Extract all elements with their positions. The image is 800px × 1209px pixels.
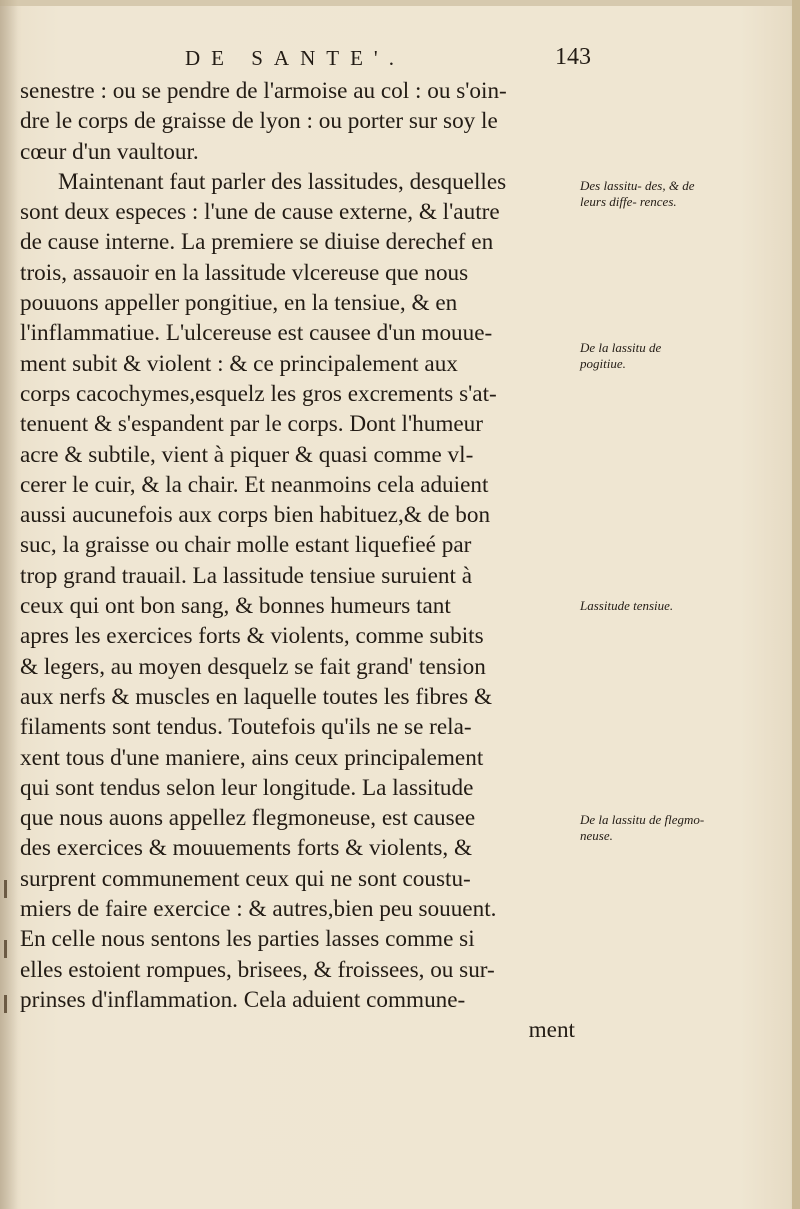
page-number: 143: [555, 44, 591, 70]
text-line: trois, assauoir en la lassitude vlcereuse que nous: [20, 259, 469, 286]
text-line: ment: [528, 1017, 575, 1044]
text-line: cerer le cuir, & la chair. Et neanmoins cela aduient: [20, 471, 489, 498]
text-line: senestre : ou se pendre de l'armoise au col : ou s'oin-: [20, 78, 507, 104]
text-line: aux nerfs & muscles en laquelle toutes les fibres &: [20, 683, 492, 710]
page-right-edge: [792, 0, 800, 1209]
text-line: trop grand trauail. La lassitude tensiue suruient à: [20, 562, 473, 589]
body-text: [20, 76, 575, 1046]
text-line: dre le corps de graisse de lyon : ou porter sur soy le: [20, 108, 498, 135]
text-line: acre & subtile, vient à piquer & quasi comme vl-: [20, 441, 474, 468]
text-line: de cause interne. La premiere se diuise derechef en: [20, 229, 494, 256]
text-line: ment subit & violent : & ce principalement aux: [20, 350, 458, 377]
text-line: prinses d'inflammation. Cela aduient commune-: [20, 986, 466, 1013]
text-line: Maintenant faut parler des lassitudes, desquelles: [58, 168, 507, 195]
text-line: suc, la graisse ou chair molle estant liquefieé par: [20, 532, 472, 559]
text-line: qui sont tendus selon leur longitude. La lassitude: [20, 774, 474, 801]
margin-note-tensiue: Lassitude tensiue.: [580, 598, 674, 613]
text-line: que nous auons appellez flegmoneuse, est causee: [20, 805, 476, 832]
text-line: corps cacochymes,esquelz les gros excrements s'at-: [20, 380, 497, 407]
text-line: cœur d'un vaultour.: [20, 138, 199, 165]
text-line: pouuons appeller pongitiue, en la tensiue, & en: [20, 290, 458, 317]
text-line: apres les exercices forts & violents, comme subits: [20, 623, 484, 650]
text-line: elles estoient rompues, brisees, & froissees, ou sur-: [20, 956, 495, 983]
text-line: miers de faire exercice : & autres,bien peu souuent.: [20, 896, 497, 923]
text-line: sont deux especes : l'une de cause externe, & l'autre: [20, 199, 500, 226]
binding-marks: [0, 880, 18, 1040]
text-line: En celle nous sentons les parties lasses comme si: [20, 926, 475, 953]
text-line: l'inflammatiue. L'ulcereuse est causee d'un mouue-: [20, 320, 493, 347]
margin-note-lassitudes: Des lassitu- des, & de leurs diffe- rences.: [580, 178, 695, 209]
text-line: surprent communement ceux qui ne sont coustu-: [20, 865, 471, 892]
text-line: & legers, au moyen desquelz se fait grand' tension: [20, 653, 486, 680]
margin-note-flegmoneuse: De la lassitu de flegmo- neuse.: [580, 812, 705, 843]
page-top-edge: [0, 0, 800, 6]
text-line: ceux qui ont bon sang, & bonnes humeurs tant: [20, 593, 451, 620]
text-line: aussi aucunefois aux corps bien habituez,& de bon: [20, 502, 491, 529]
text-line: xent tous d'une maniere, ains ceux principalement: [20, 744, 484, 771]
running-head: DE SANTE'.: [185, 46, 405, 70]
text-line: des exercices & mouuements forts & violents, &: [20, 835, 473, 862]
text-line: tenuent & s'espandent par le corps. Dont l'humeur: [20, 411, 483, 438]
margin-note-pongitiue: De la lassitu de pogitiue.: [580, 340, 662, 371]
text-line: filaments sont tendus. Toutefois qu'ils ne se rela-: [20, 714, 472, 741]
